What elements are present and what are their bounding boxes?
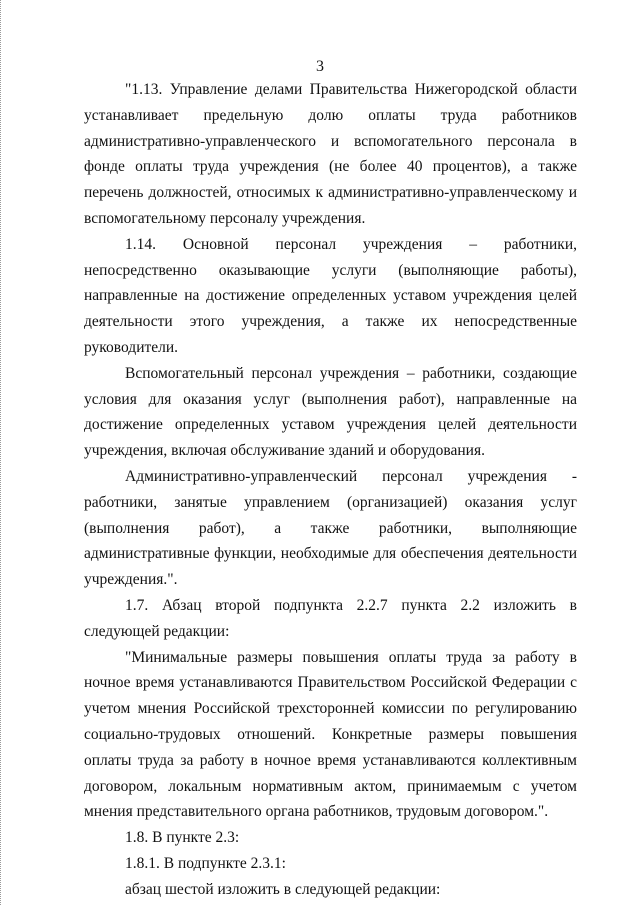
- paragraph-sixth-abzac: абзац шестой изложить в следующей редакции:: [125, 880, 441, 898]
- paragraph-support-staff: Вспомогательный персонал учреждения – работники, создающие условия для оказания услуг (выполнения работ), направленные на достижение определенных уставом учреждения целей деятельности учреждения, включая обслуживание зданий и оборудования.: [84, 364, 577, 460]
- paragraph-1-7: 1.7. Абзац второй подпункта 2.2.7 пункта 2.2 изложить в следующей редакции:: [84, 596, 577, 640]
- paragraph-night-work: "Минимальные размеры повышения оплаты труда за работу в ночное время устанавливаются Правительством Российской Федерации с учетом мнения Российской трехсторонней комиссии по регулированию социально-трудовых отношений. Конкретные размеры повышения оплаты труда за работу в ночное время устанавливаются коллективным договором, локальным нормативным актом, принимаемым с учетом мнения представительного органа работников, трудовым договором.".: [84, 648, 577, 821]
- paragraph-1-8: 1.8. В пункте 2.3:: [125, 829, 240, 847]
- document-body: [84, 77, 577, 903]
- paragraph-1-14: 1.14. Основной персонал учреждения – работники, непосредственно оказывающие услуги (выполняющие работы), направленные на достижение определенных уставом учреждения целей деятельности этого учреждения, а также их непосредственные руководители.: [84, 235, 577, 356]
- scan-edge-line: [0, 0, 3, 905]
- paragraph-admin-staff: Административно-управленческий персонал учреждения - работники, занятые управлением (организацией) оказания услуг (выполнения работ), а также работники, выполняющие административные функции, необходимые для обеспечения деятельности учреждения.".: [84, 467, 577, 589]
- paragraph-1-13: "1.13. Управление делами Правительства Нижегородской области устанавливает предельную долю оплаты труда работников административно-управленческого и вспомогательного персонала в фонде оплаты труда учреждения (не более 40 процентов), а также перечень должностей, относимых к административно-управленческому и вспомогательному персоналу учреждения.: [84, 81, 577, 227]
- paragraph-1-8-1: 1.8.1. В подпункте 2.3.1:: [125, 854, 286, 872]
- page-number: 3: [316, 58, 324, 75]
